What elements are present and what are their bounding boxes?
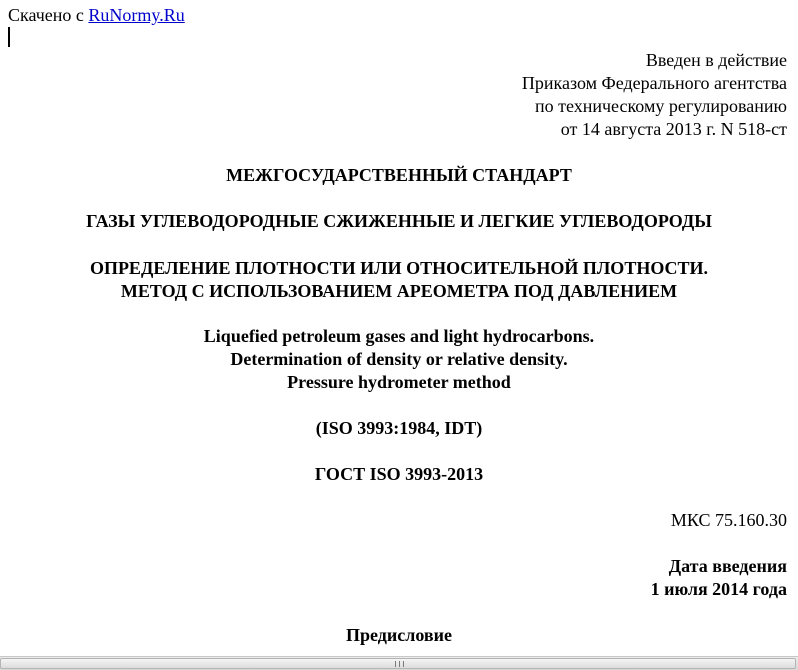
enactment-line-4: от 14 августа 2013 г. N 518-ст bbox=[560, 119, 787, 139]
enactment-line-3: по техническому регулированию bbox=[534, 96, 787, 116]
mks-code: МКС 75.160.30 bbox=[670, 510, 787, 530]
iso-reference: (ISO 3993:1984, IDT) bbox=[315, 418, 483, 438]
standard-type-heading: МЕЖГОСУДАРСТВЕННЫЙ СТАНДАРТ bbox=[226, 165, 572, 185]
downloaded-prefix: Скачено с bbox=[8, 5, 84, 25]
foreword-heading: Предисловие bbox=[346, 625, 452, 645]
scrollbar-thumb[interactable] bbox=[0, 658, 796, 669]
downloaded-from-line bbox=[8, 4, 185, 26]
subject-heading: ГАЗЫ УГЛЕВОДОРОДНЫЕ СЖИЖЕННЫЕ И ЛЕГКИЕ УГЛЕВОДОРОДЫ bbox=[86, 211, 712, 231]
gost-number: ГОСТ ISO 3993-2013 bbox=[314, 464, 484, 484]
effective-date-label: Дата введения bbox=[668, 556, 787, 576]
english-title-line-2: Determination of density or relative density. bbox=[230, 349, 568, 369]
enactment-line-1: Введен в действие bbox=[645, 50, 787, 70]
text-caret bbox=[8, 27, 10, 47]
method-heading-line-2: МЕТОД С ИСПОЛЬЗОВАНИЕМ АРЕОМЕТРА ПОД ДАВЛЕНИЕМ bbox=[120, 281, 678, 301]
english-title-line-1: Liquefied petroleum gases and light hydrocarbons. bbox=[203, 326, 595, 346]
english-title-line-3: Pressure hydrometer method bbox=[287, 372, 511, 392]
runormy-link[interactable]: RuNormy.Ru bbox=[88, 5, 185, 25]
method-heading-line-1: ОПРЕДЕЛЕНИЕ ПЛОТНОСТИ ИЛИ ОТНОСИТЕЛЬНОЙ ПЛОТНОСТИ. bbox=[89, 258, 709, 278]
grip-icon bbox=[395, 661, 405, 667]
effective-date-value: 1 июля 2014 года bbox=[650, 579, 787, 599]
horizontal-scrollbar[interactable] bbox=[0, 656, 798, 670]
enactment-line-2: Приказом Федерального агентства bbox=[521, 73, 787, 93]
